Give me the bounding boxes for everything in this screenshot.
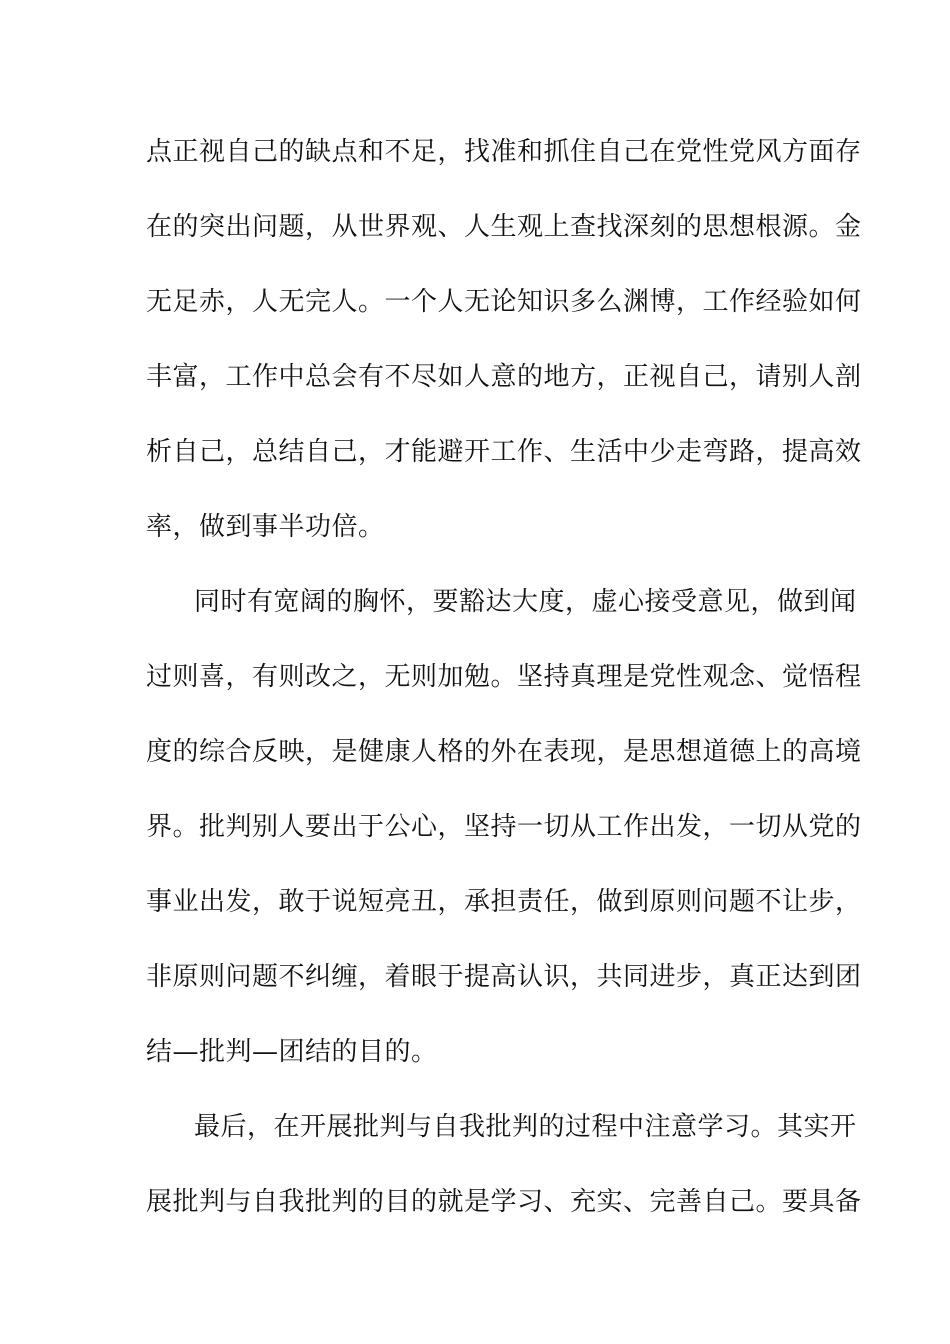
text-line: 展批判与自我批判的目的就是学习、充实、完善自己。要具备 xyxy=(146,1187,862,1217)
text-line: 析自己，总结自己，才能避开工作、生活中少走弯路，提高效 xyxy=(146,437,862,467)
text-line: 同时有宽阔的胸怀，要豁达大度，虚心接受意见，做到闻 xyxy=(194,587,857,617)
text-line: 点正视自己的缺点和不足，找准和抓住自己在党性党风方面存 xyxy=(146,137,862,167)
text-line: 结—批判—团结的目的。 xyxy=(146,1037,438,1067)
text-line: 事业出发，敢于说短亮丑，承担责任，做到原则问题不让步， xyxy=(146,887,862,917)
text-line: 过则喜，有则改之，无则加勉。坚持真理是党性观念、觉悟程 xyxy=(146,662,862,692)
text-line: 率，做到事半功倍。 xyxy=(146,512,385,542)
text-line: 非原则问题不纠缠，着眼于提高认识，共同进步，真正达到团 xyxy=(146,962,862,992)
text-line: 最后，在开展批判与自我批判的过程中注意学习。其实开 xyxy=(194,1112,857,1142)
text-line: 界。批判别人要出于公心，坚持一切从工作出发，一切从党的 xyxy=(146,812,862,842)
text-line: 在的突出问题，从世界观、人生观上查找深刻的思想根源。金 xyxy=(146,212,862,242)
text-line: 丰富，工作中总会有不尽如人意的地方，正视自己，请别人剖 xyxy=(146,362,862,392)
text-line: 度的综合反映，是健康人格的外在表现，是思想道德上的高境 xyxy=(146,737,862,767)
text-line: 无足赤，人无完人。一个人无论知识多么渊博，工作经验如何 xyxy=(146,287,862,317)
